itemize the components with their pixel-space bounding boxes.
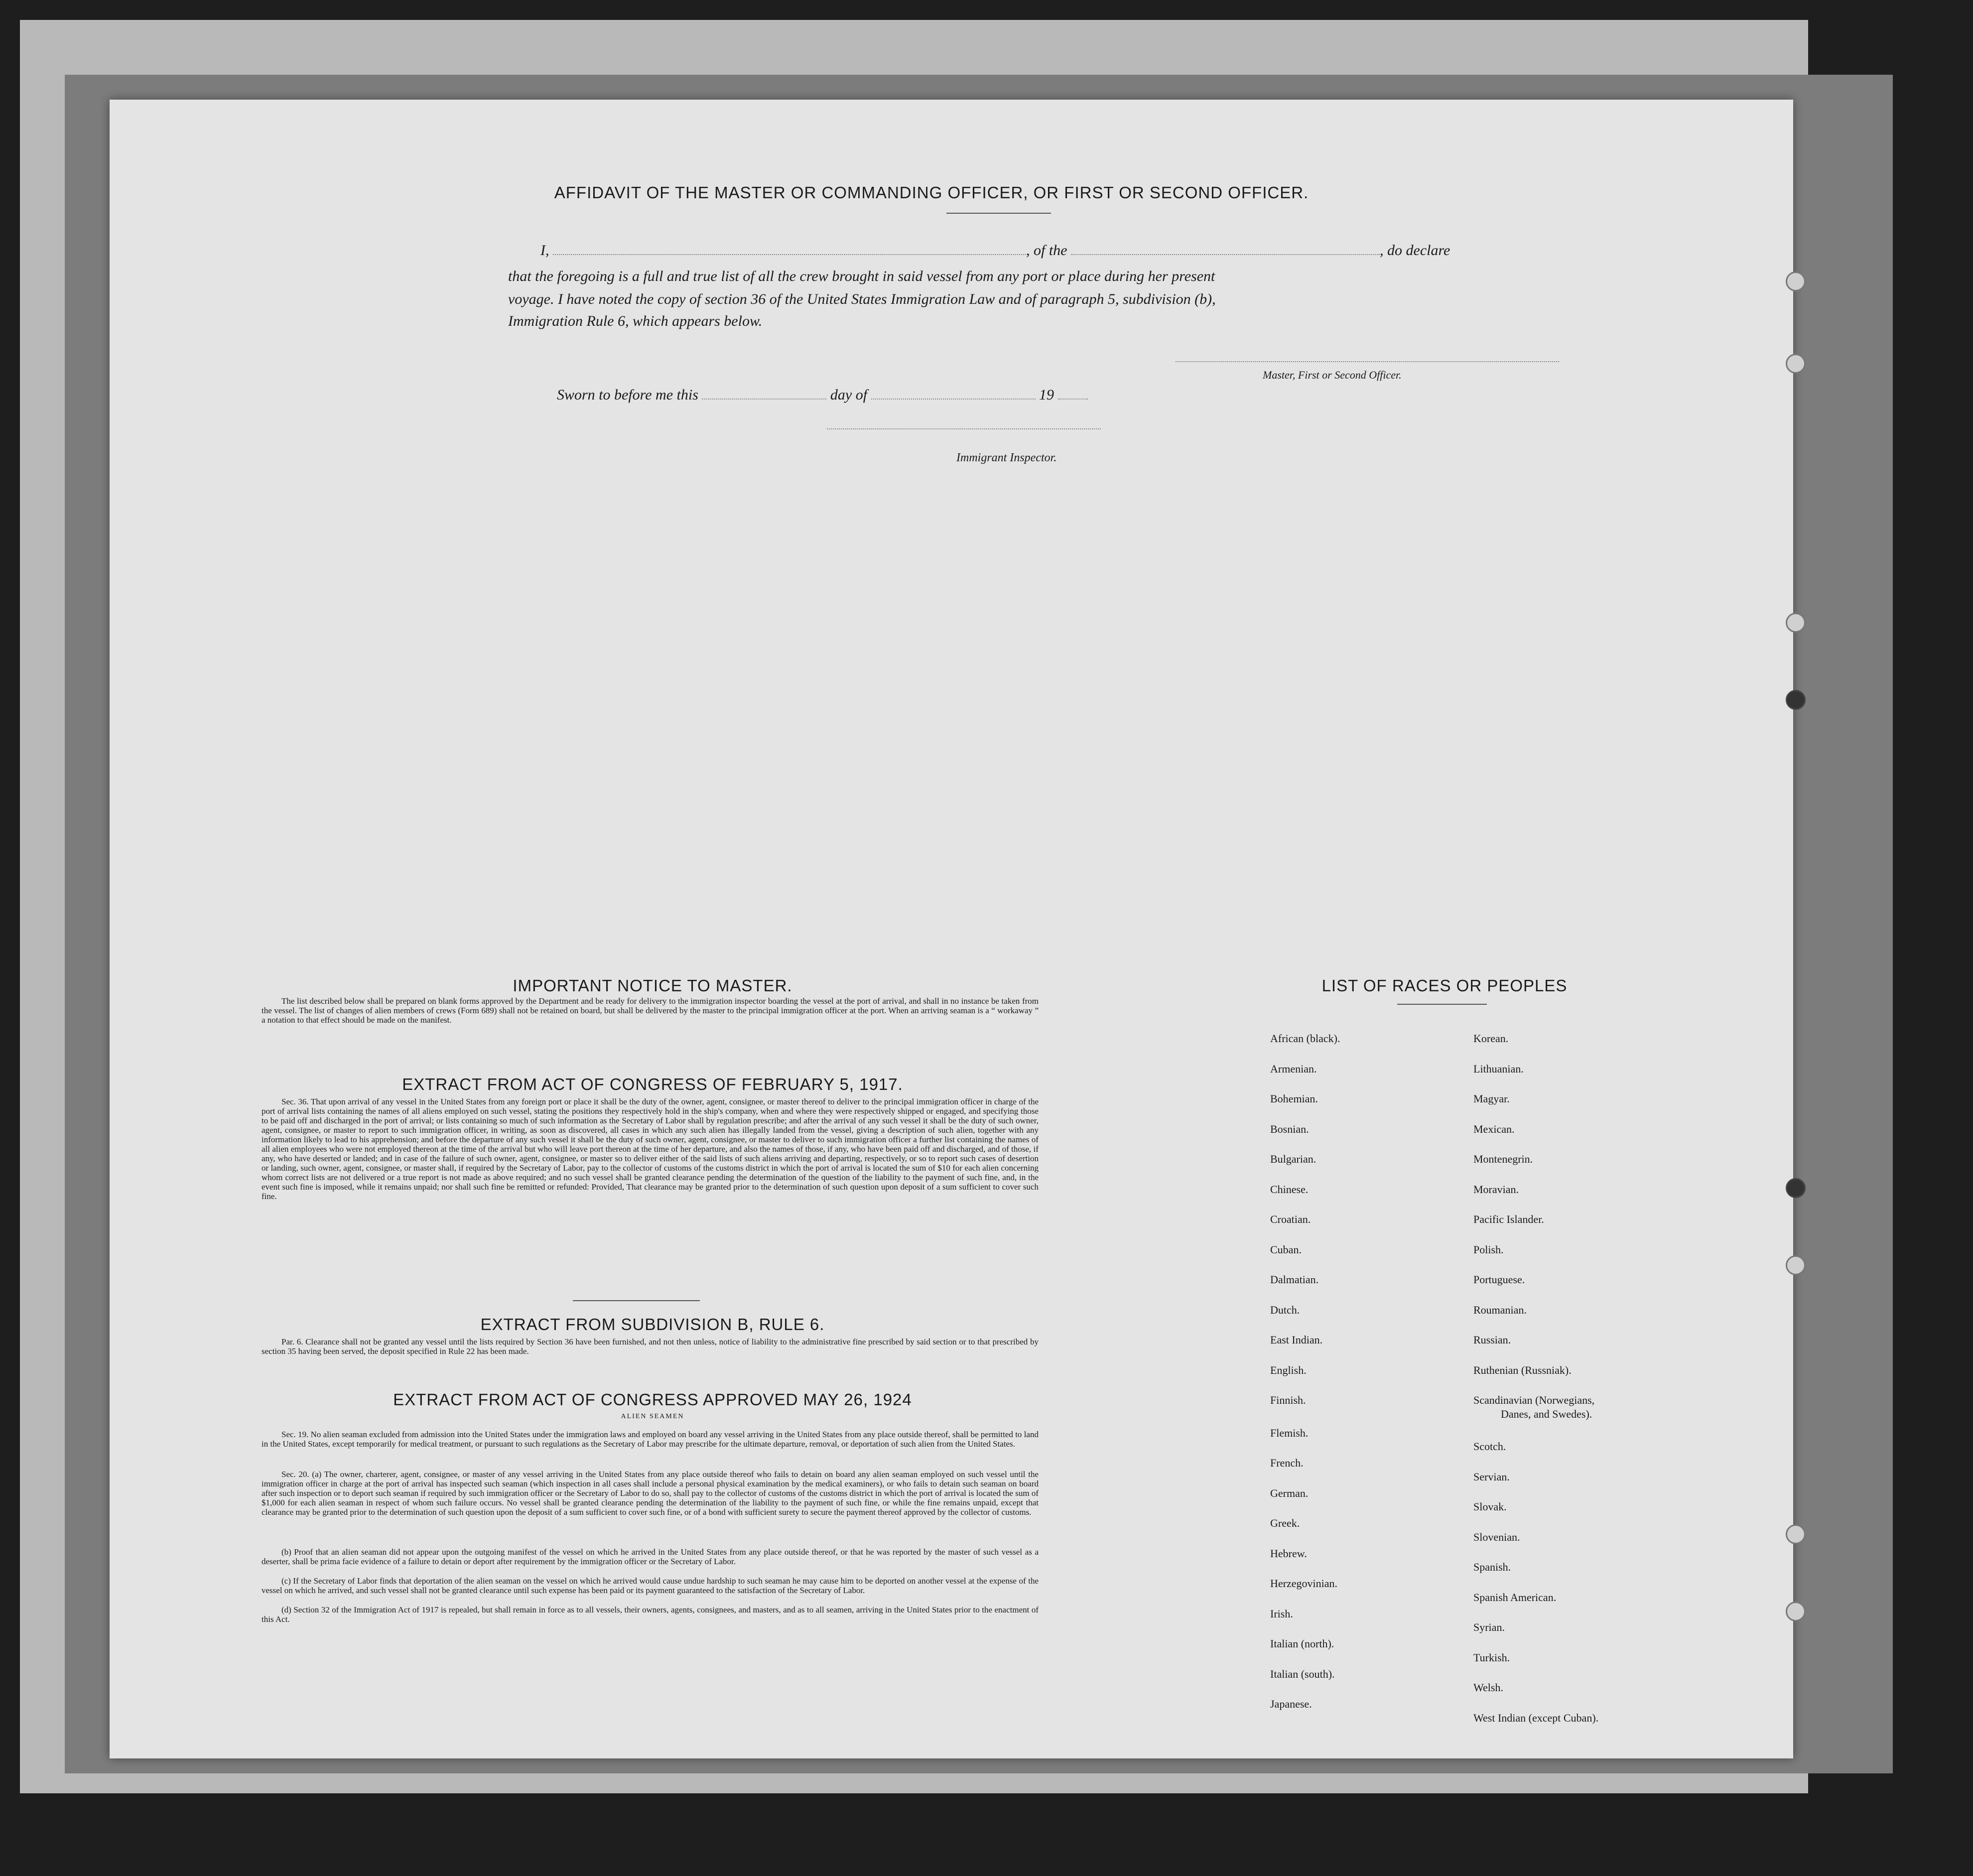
signature-blank[interactable]	[1176, 361, 1559, 362]
race-item: Herzegovinian.	[1270, 1577, 1337, 1590]
extract-1924-sec19: Sec. 19. No alien seaman excluded from admission into the United States under the immigration laws and employed on board any vessel arriving in the United States from any place outside thereof, shall be permitted to land in the United States, except temporarily for medical treatment, or pursuant to such regulations as the Secretary of Labor may prescribe for the ultimate departure, removal, or deportation of such alien from the United States.	[262, 1430, 1039, 1449]
race-item: English.	[1270, 1363, 1307, 1376]
extract-1924-sec20c: (c) If the Secretary of Labor finds that deportation of the alien seaman on the vessel on which he arrived would cause undue hardship to such seaman he may cause him to be deported on another vessel at the expense of the vessel on which he arrived, and such vessel shall not be granted clearance until such expense has been paid or its payment guaranteed to the satisfaction of the Secretary of Labor.	[262, 1576, 1039, 1595]
race-item: Hebrew.	[1270, 1547, 1307, 1560]
race-item: Moravian.	[1473, 1183, 1519, 1196]
day-of-label: day of	[830, 387, 868, 403]
race-item: Spanish American.	[1473, 1591, 1557, 1604]
race-item: Portuguese.	[1473, 1273, 1525, 1286]
race-item: Slovenian.	[1473, 1530, 1520, 1543]
inspector-label: Immigrant Inspector.	[956, 451, 1057, 464]
race-item: Welsh.	[1473, 1681, 1503, 1694]
sworn-year-blank[interactable]	[1058, 399, 1088, 400]
sworn-day-blank[interactable]	[702, 399, 826, 400]
signature-label: Master, First or Second Officer.	[1263, 369, 1402, 381]
extract-1924-sec20b: (b) Proof that an alien seaman did not appear upon the outgoing manifest of the vessel on which he arrived in the United States from any place outside thereof, or that he was reported by the master of such vessel as a deserter, shall be prima facie evidence of a failure to detain or deport after requirement by the immigration officer or the Secretary of Labor.	[262, 1547, 1039, 1566]
race-item: Spanish.	[1473, 1561, 1511, 1573]
title-underline	[946, 213, 1051, 214]
punch-hole-2	[1786, 354, 1806, 374]
affidavit-i: I,	[540, 242, 549, 259]
affidavit-of-the: , of the	[1026, 242, 1067, 259]
year-prefix: 19	[1039, 387, 1054, 403]
affidavit-line-4: Immigration Rule 6, which appears below.	[508, 313, 763, 329]
sworn-label: Sworn to before me this	[557, 387, 698, 403]
race-item: German.	[1270, 1486, 1309, 1499]
extract-1924-sec20d: (d) Section 32 of the Immigration Act of 1917 is repealed, but shall remain in force as to all vessels, their owners, agents, consignees, and masters, and as to all seamen, arriving in the United States prior to the enactment of this Act.	[262, 1605, 1039, 1624]
affidavit-title: AFFIDAVIT OF THE MASTER OR COMMANDING OFFICER, OR FIRST OR SECOND OFFICER.	[554, 183, 1309, 202]
race-item: Finnish.	[1270, 1394, 1306, 1406]
extract-1917-body: Sec. 36. That upon arrival of any vessel in the United States from any foreign port or place it shall be the duty of the owner, agent, consignee, or master thereof to deliver to the principal immigration officer in charge of the port of arrival lists containing the names of all aliens employed on such vessel, stating the positions they respectively hold in the ship's company, when and where they were respectively shipped or engaged, and specifying those to be paid off and discharged in the port of arrival; or lists containing so much of such information as the Secretary of Labor shall by regulation prescribe; and after the arrival of any such vessel it shall be the duty of such owner, agent, consignee, or master to report to such immigration officer, in writing, as soon as discovered, all cases in which any such alien has illegally landed from the vessel, giving a description of such alien, together with any information likely to lead to his apprehension; and before the departure of any such vessel it shall be the duty of such owner, agent, consignee, or master to deliver to such immigration officer a further list containing the names of all alien employees who were not employed thereon at the time of the arrival but who will leave port thereon at the time of her departure, and also the names of those, if any, who have been paid off and discharged, and of those, if any, who have deserted or landed; and in case of the failure of such owner, agent, consignee, or master so to deliver either of the said lists of such aliens arriving and departing, respectively, or so to report such cases of desertion or landing, such owner, agent, consignee, or master shall, if required by the Secretary of Labor, pay to the collector of customs of the customs district in which the port of arrival is located the sum of $10 for each alien concerning whom correct lists are not delivered or a true report is not made as above required; and no such vessel shall be granted clearance pending the determination of the question of the liability to the payment of such fine, and, in the event such fine is imposed, while it remains unpaid; nor shall such fine be remitted or refunded: Provided, That clearance may be granted prior to the determination of such question upon deposit of a sum sufficient to cover such fine.	[262, 1097, 1039, 1201]
race-item: Montenegrin.	[1473, 1153, 1533, 1165]
punch-hole-6	[1786, 1255, 1806, 1275]
race-item: Japanese.	[1270, 1698, 1312, 1710]
affidavit-line-1	[540, 242, 1596, 259]
races-underline	[1397, 1004, 1487, 1005]
punch-hole-8	[1786, 1602, 1806, 1621]
race-item: African (black).	[1270, 1032, 1340, 1045]
race-item-scandinavian-cont: Danes, and Swedes).	[1501, 1408, 1592, 1420]
race-item: Lithuanian.	[1473, 1062, 1524, 1075]
race-item: West Indian (except Cuban).	[1473, 1711, 1599, 1724]
race-item: Greek.	[1270, 1517, 1300, 1529]
race-item: Dutch.	[1270, 1303, 1300, 1316]
race-item: Turkish.	[1473, 1651, 1510, 1664]
extract-rule6-body: Par. 6. Clearance shall not be granted any vessel until the lists required by Section 36 have been furnished, and not then unless, notice of liability to the administrative fine prescribed by said section or to that prescribed by section 35 having been served, the deposit specified in Rule 22 has been made.	[262, 1337, 1039, 1356]
race-item: Armenian.	[1270, 1062, 1317, 1075]
punch-hole-7	[1786, 1524, 1806, 1544]
race-item: Scotch.	[1473, 1440, 1506, 1453]
document-page	[110, 100, 1793, 1758]
race-item: Magyar.	[1473, 1092, 1510, 1105]
sworn-month-blank[interactable]	[871, 399, 1036, 400]
inspector-signature-blank[interactable]	[827, 428, 1101, 429]
punch-hole-1	[1786, 271, 1806, 291]
race-item: Flemish.	[1270, 1426, 1309, 1439]
races-left-column	[1270, 1024, 1340, 1720]
affidavit-line-2: that the foregoing is a full and true list of all the crew brought in said vessel from any port or place during her present	[508, 268, 1215, 284]
notice-title: IMPORTANT NOTICE TO MASTER.	[513, 976, 792, 995]
punch-hole-3	[1786, 613, 1806, 633]
race-item: Bulgarian.	[1270, 1153, 1316, 1165]
race-item: Servian.	[1473, 1470, 1510, 1483]
race-item: Cuban.	[1270, 1243, 1302, 1256]
punch-hole-4	[1786, 690, 1806, 710]
race-item: Italian (south).	[1270, 1667, 1335, 1680]
races-title: LIST OF RACES OR PEOPLES	[1321, 976, 1568, 995]
race-item: Slovak.	[1473, 1500, 1507, 1513]
affidavit-declare: , do declare	[1380, 242, 1450, 259]
race-item: Syrian.	[1473, 1621, 1505, 1633]
race-item: French.	[1270, 1457, 1304, 1469]
master-name-blank[interactable]	[553, 254, 1026, 255]
race-item: Chinese.	[1270, 1183, 1309, 1196]
race-item: Pacific Islander.	[1473, 1213, 1544, 1225]
vessel-name-blank[interactable]	[1071, 254, 1380, 255]
races-right-column	[1473, 1024, 1598, 1733]
race-item: Ruthenian (Russniak).	[1473, 1363, 1572, 1376]
race-item: Polish.	[1473, 1243, 1504, 1256]
race-item: Dalmatian.	[1270, 1273, 1319, 1286]
extract-1924-sec20a: Sec. 20. (a) The owner, charterer, agent, consignee, or master of any vessel arriving in the United States from any place outside thereof who fails to detain on board any alien seaman employed on such vessel until the immigration officer in charge at the port of arrival has inspected such seaman (which inspection in all cases shall include a personal physical examination by the medical examiners), or who fails to detain such seaman on board after such inspection or to deport such seaman if required by such immigration officer or the Secretary of Labor to do so, shall pay to the collector of customs of the customs district in which the port of arrival is located the sum of $1,000 for each alien seaman in respect of whom such failure occurs. No vessel shall be granted clearance pending the determination of the liability to the payment of such fine, or while the fine remains unpaid, except that clearance may be granted prior to the determination of such question upon the deposit of a sum sufficient to cover such fine, or of a bond with sufficient surety to secure the payment thereof approved by the collector of customs.	[262, 1470, 1039, 1517]
race-item: Roumanian.	[1473, 1303, 1527, 1316]
section-divider	[573, 1300, 700, 1301]
race-item: Bosnian.	[1270, 1122, 1309, 1135]
notice-body: The list described below shall be prepared on blank forms approved by the Department and be ready for delivery to the immigration inspector boarding the vessel at the port of arrival, and shall in no instance be taken from the vessel. The list of changes of alien members of crews (Form 689) shall not be retained on board, but shall be delivered by the master to the principal immigration officer at the port. When an arriving seaman is a “ workaway ” a notation to that effect should be made on the manifest.	[262, 996, 1039, 1025]
extract-1924-subtitle: ALIEN SEAMEN	[621, 1413, 684, 1420]
affidavit-line-3: voyage. I have noted the copy of section 36 of the United States Immigration Law and of paragraph 5, subdivision (b),	[508, 291, 1216, 307]
race-item	[1473, 1393, 1598, 1421]
punch-hole-5	[1786, 1178, 1806, 1198]
extract-1924-title: EXTRACT FROM ACT OF CONGRESS APPROVED MAY 26, 1924	[393, 1390, 912, 1409]
race-item: Korean.	[1473, 1032, 1509, 1045]
race-item: Irish.	[1270, 1607, 1293, 1620]
race-item-scandinavian: Scandinavian (Norwegians,	[1473, 1394, 1595, 1406]
race-item: Bohemian.	[1270, 1092, 1318, 1105]
race-item: East Indian.	[1270, 1334, 1323, 1346]
extract-1917-title: EXTRACT FROM ACT OF CONGRESS OF FEBRUARY 5, 1917.	[402, 1075, 903, 1093]
race-item: Mexican.	[1473, 1122, 1515, 1135]
sworn-line	[557, 387, 1088, 403]
extract-rule6-title: EXTRACT FROM SUBDIVISION B, RULE 6.	[480, 1315, 825, 1334]
race-item: Italian (north).	[1270, 1637, 1334, 1650]
race-item: Croatian.	[1270, 1213, 1311, 1225]
race-item: Russian.	[1473, 1334, 1511, 1346]
